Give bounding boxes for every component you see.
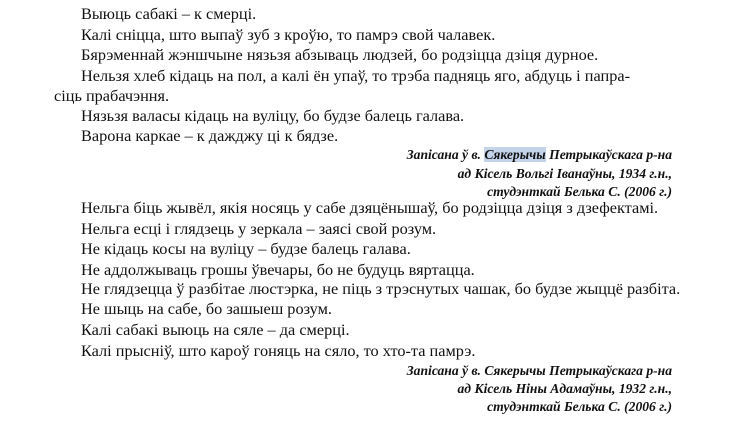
text-line: Калі сніцца, што выпаў зуб з кроўю, то памрэ свой чалавек. — [81, 25, 496, 44]
attribution-line: студэнткай Белька С. (2006 г.) — [487, 399, 672, 414]
text-line: Нельга біць жывёл, якія носяць у сабе дзяцёнышаў, бо родзіцца дзіця з дзефектамі. — [81, 198, 659, 217]
attribution-line: ад Кісель Вольгі Іванаўны, 1934 г.н., — [457, 166, 672, 181]
text-line: Варона каркае – к дажджу ці к бядзе. — [81, 126, 339, 145]
text-line: Не кідаць косы на вуліцу – будзе балець галава. — [81, 239, 411, 258]
attribution-line: студэнткай Белька С. (2006 г.) — [487, 184, 672, 199]
text-line: Не глядзецца ў разбітае люстэрка, не піць з трэснутых чашак, бо будзе жыццё разбіта. — [81, 279, 681, 298]
text-line: Нязьзя валасы кідаць на вуліцу, бо будзе балець галава. — [81, 106, 465, 125]
text-line: Выюць сабакі – к смерці. — [81, 4, 257, 23]
text-line: Бярэменнай жэншчыне нязьзя абзываць людзей, бо родзіцца дзіця дурное. — [81, 45, 599, 64]
text-line: Нельзя хлеб кідаць на пол, а калі ён упаў, то трэба падняць яго, абдуць і папра- — [81, 66, 630, 85]
text-line: Не шыць на сабе, бо зашыеш розум. — [81, 299, 332, 318]
attribution-line: Запісана ў в. Сякерычы Петрыкаўскага р-на — [406, 363, 672, 378]
text-line: Не аддолжываць грошы ўвечары, бо не будуць вяртацца. — [81, 260, 475, 279]
attribution-prefix: Запісана ў в. — [406, 147, 485, 162]
text-line: Калі прысніў, што кароў гоняць на сяло, то хто-та памрэ. — [81, 341, 476, 360]
text-line: Калі сабакі выюць на сяле – да смерці. — [81, 320, 350, 339]
selected-text[interactable]: Сякерычы — [484, 147, 546, 162]
text-line: сіць прабачэння. — [54, 86, 170, 105]
attribution-line — [407, 145, 672, 164]
attribution-suffix: Петрыкаўскага р-на — [545, 147, 672, 162]
text-line: Нельга есці і глядзець у зеркала – заясі свой розум. — [81, 219, 437, 238]
attribution-line: ад Кісель Ніны Адамаўны, 1932 г.н., — [457, 381, 672, 396]
